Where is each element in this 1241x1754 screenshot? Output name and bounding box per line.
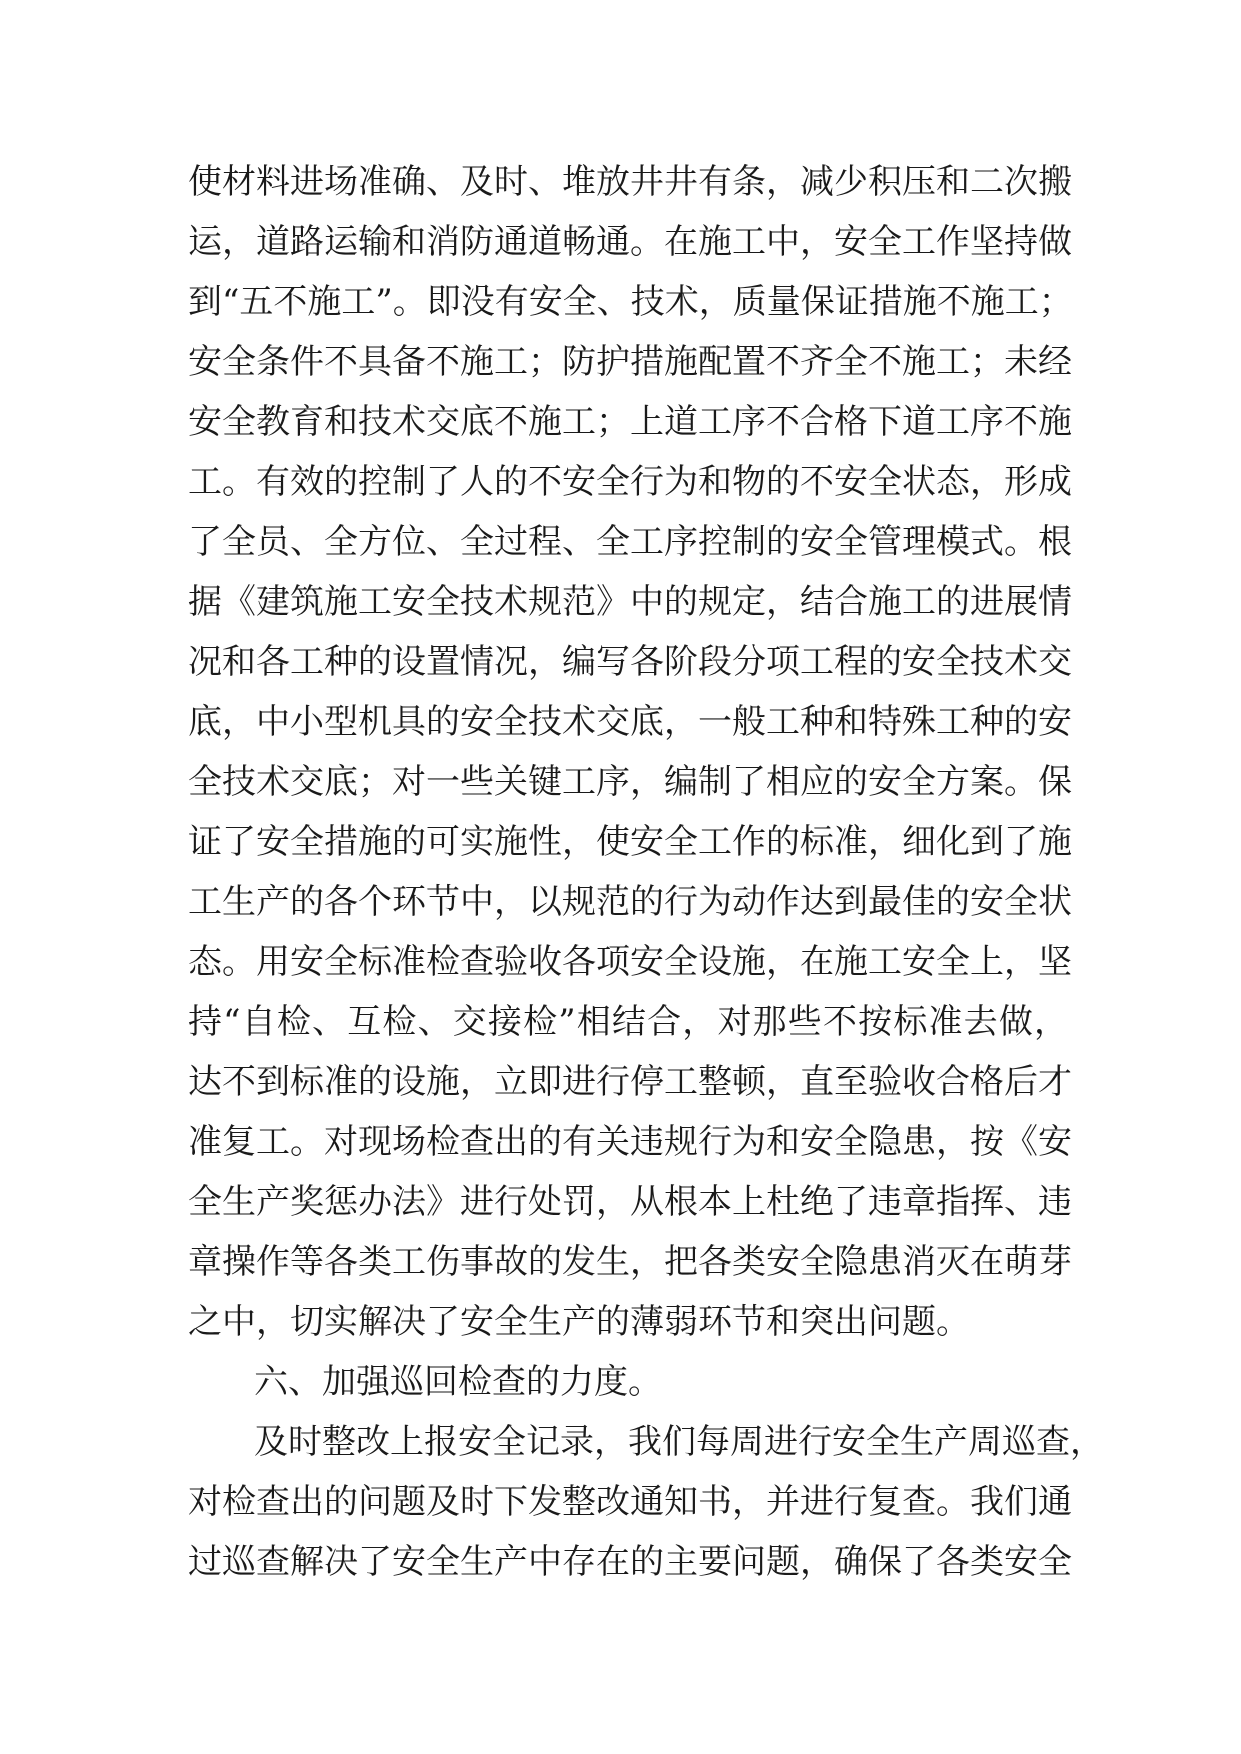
text-line: 证了安全措施的可实施性，使安全工作的标准，细化到了施: [188, 822, 1072, 862]
text-line: 工生产的各个环节中，以规范的行为动作达到最佳的安全状: [188, 882, 1072, 922]
text-line: 了全员、全方位、全过程、全工序控制的安全管理模式。根: [188, 522, 1072, 562]
text-line: 底，中小型机具的安全技术交底，一般工种和特殊工种的安: [188, 702, 1072, 742]
text-line: 安全条件不具备不施工；防护措施配置不齐全不施工；未经: [188, 342, 1072, 382]
text-line: 对检查出的问题及时下发整改通知书，并进行复查。我们通: [188, 1482, 1072, 1522]
text-line: 使材料进场准确、及时、堆放井井有条，减少积压和二次搬: [188, 162, 1072, 202]
text-line: 安全教育和技术交底不施工；上道工序不合格下道工序不施: [188, 402, 1072, 442]
text-line: 全生产奖惩办法》进行处罚，从根本上杜绝了违章指挥、违: [188, 1182, 1072, 1222]
text-line: 况和各工种的设置情况，编写各阶段分项工程的安全技术交: [188, 642, 1072, 682]
text-line: 及时整改上报安全记录，我们每周进行安全生产周巡查，: [254, 1422, 1104, 1462]
text-line: 章操作等各类工伤事故的发生，把各类安全隐患消灭在萌芽: [188, 1242, 1072, 1282]
text-line: 准复工。对现场检查出的有关违规行为和安全隐患，按《安: [188, 1122, 1072, 1162]
text-line: 到“五不施工”。即没有安全、技术，质量保证措施不施工；: [188, 282, 1073, 322]
text-line: 全技术交底；对一些关键工序，编制了相应的安全方案。保: [188, 762, 1072, 802]
text-line: 持“自检、互检、交接检”相结合，对那些不按标准去做，: [188, 1002, 1068, 1042]
text-line: 据《建筑施工安全技术规范》中的规定，结合施工的进展情: [188, 582, 1072, 622]
section-heading: 六、加强巡回检查的力度。: [254, 1362, 662, 1402]
body-text: [188, 152, 1104, 1592]
text-line: 态。用安全标准检查验收各项安全设施，在施工安全上，坚: [188, 942, 1072, 982]
text-line: 工。有效的控制了人的不安全行为和物的不安全状态，形成: [188, 462, 1072, 502]
paragraph-end-line: 之中，切实解决了安全生产的薄弱环节和突出问题。: [188, 1302, 970, 1342]
text-line: 运，道路运输和消防通道畅通。在施工中，安全工作坚持做: [188, 222, 1072, 262]
text-line: 达不到标准的设施，立即进行停工整顿，直至验收合格后才: [188, 1062, 1072, 1102]
text-line: 过巡查解决了安全生产中存在的主要问题，确保了各类安全: [188, 1542, 1072, 1582]
